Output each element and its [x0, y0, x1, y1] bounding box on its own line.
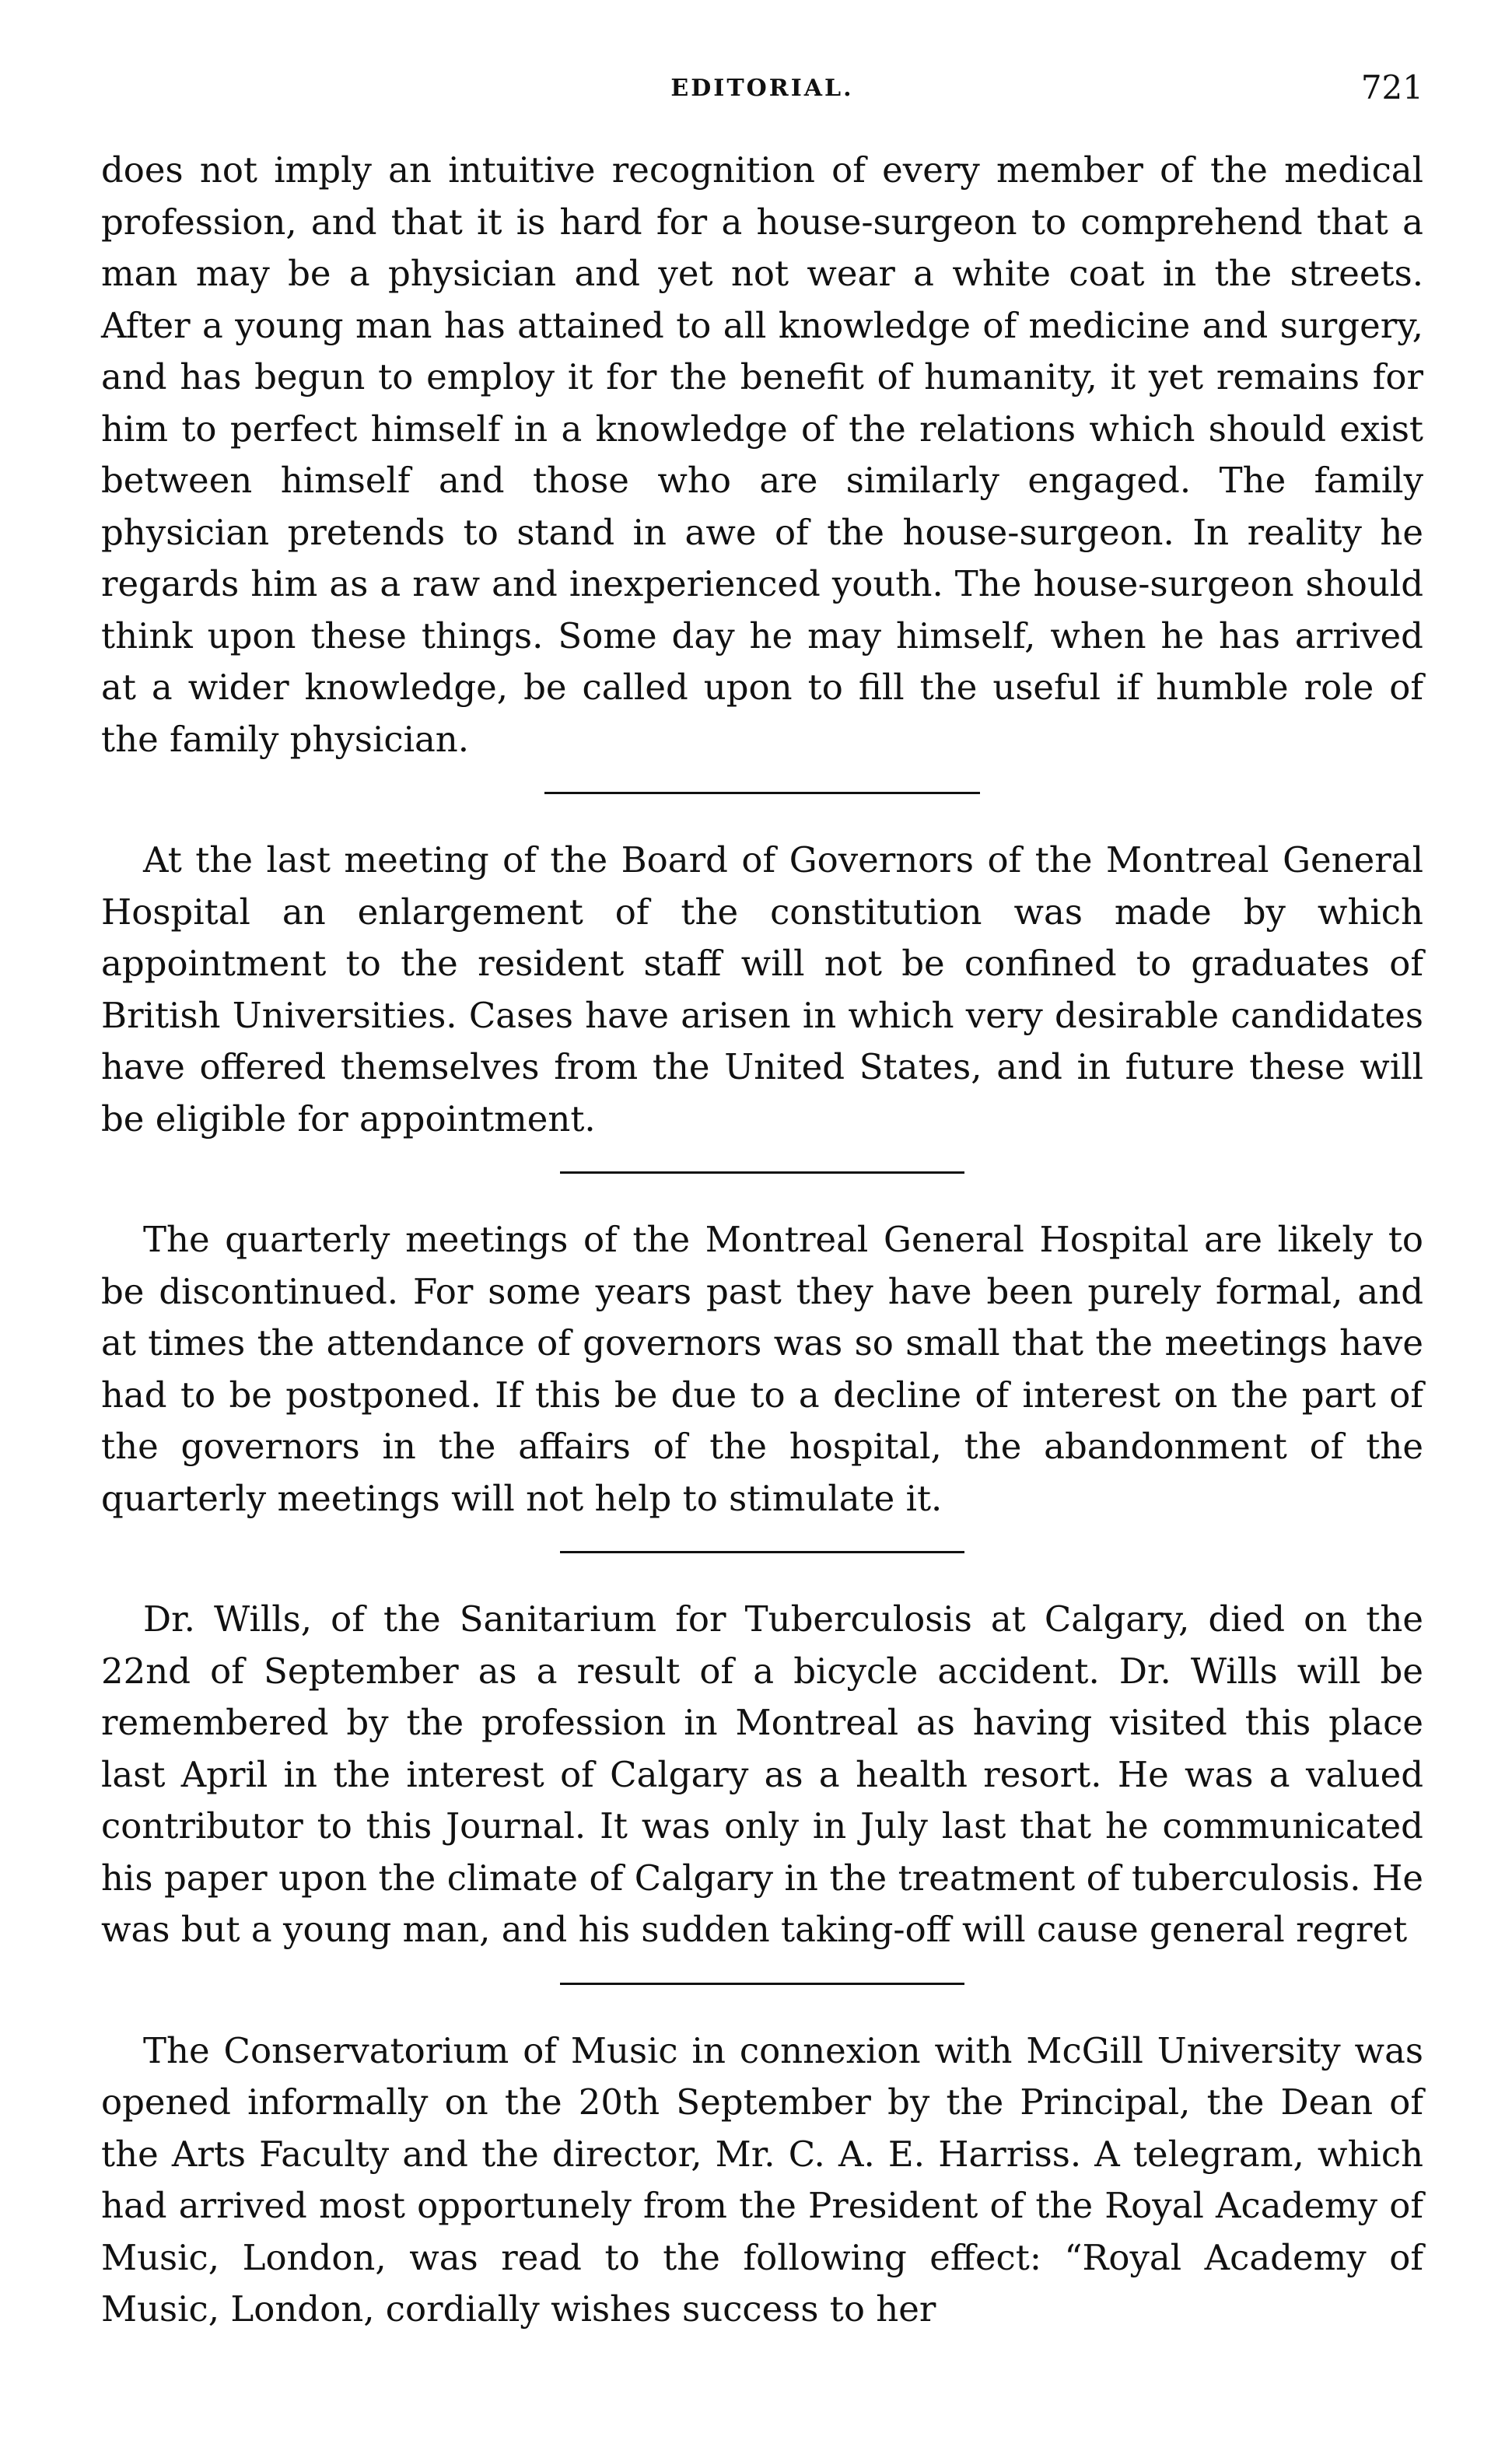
document-page: [101, 68, 1423, 2336]
paragraph-board-of-governors: At the last meeting of the Board of Governors of the Montreal General Hospital an enlargement of the constitution was made by which appointment to the resident staff will not be confined to graduates of British Universities. Cases have arisen in which very desirable candidates have offered themselves from the United States, and in future these will be eligible for appointment.: [101, 839, 1423, 1139]
paragraph-conservatorium: The Conservatorium of Music in connexion with McGill University was opened informally on the 20th September by the Principal, the Dean of the Arts Faculty and the director, Mr. C. A. E. Harriss. A telegram, which had arrived most opportunely from the President of the Royal Academy of Music, London, was read to the following effect: “Royal Academy of Music, London, cordially wishes success to her: [101, 2029, 1423, 2330]
section-title: EDITORIAL.: [670, 75, 854, 102]
running-header: [101, 68, 1423, 115]
paragraph-quarterly-meetings: The quarterly meetings of the Montreal General Hospital are likely to be discontinued. For some years past they have been purely formal, and at times the attendance of governors was so small that the meetings have had to be postponed. If this be due to a decline of interest on the part of the governors in the affairs of the hospital, the abandonment of the quarterly meetings will not help to stimulate it.: [101, 1219, 1423, 1519]
section-divider: [560, 1551, 964, 1553]
paragraph-house-surgeon: does not imply an intuitive recognition of every member of the medical profession, and that it is hard for a house-surgeon to comprehend that a man may be a physician and yet not wear a white coat in the streets. After a young man has attained to all knowledge of medicine and surgery, and has begun to employ it for the benefit of humanity, it yet remains for him to perfect himself in a knowledge of the relations which should exist between himself and those who are similarly engaged. The family physician pretends to stand in awe of the house-surgeon. In reality he regards him as a raw and inexperienced youth. The house-surgeon should think upon these things. Some day he may himself, when he has arrived at a wider knowledge, be called upon to fill the useful if humble role of the family physician.: [101, 149, 1423, 760]
section-divider: [560, 1983, 964, 1985]
page-number: 721: [1360, 68, 1423, 107]
paragraph-dr-wills: Dr. Wills, of the Sanitarium for Tuberculosis at Calgary, died on the 22nd of September as a result of a bicycle accident. Dr. Wills will be remembered by the profession in Montreal as having visited this place last April in the interest of Calgary as a health resort. He was a valued contributor to this Journal. It was only in July last that he communicated his paper upon the climate of Calgary in the treatment of tuberculosis. He was but a young man, and his sudden taking-off will cause general regret: [101, 1598, 1423, 1950]
section-divider: [560, 1171, 964, 1174]
section-divider: [544, 792, 980, 794]
